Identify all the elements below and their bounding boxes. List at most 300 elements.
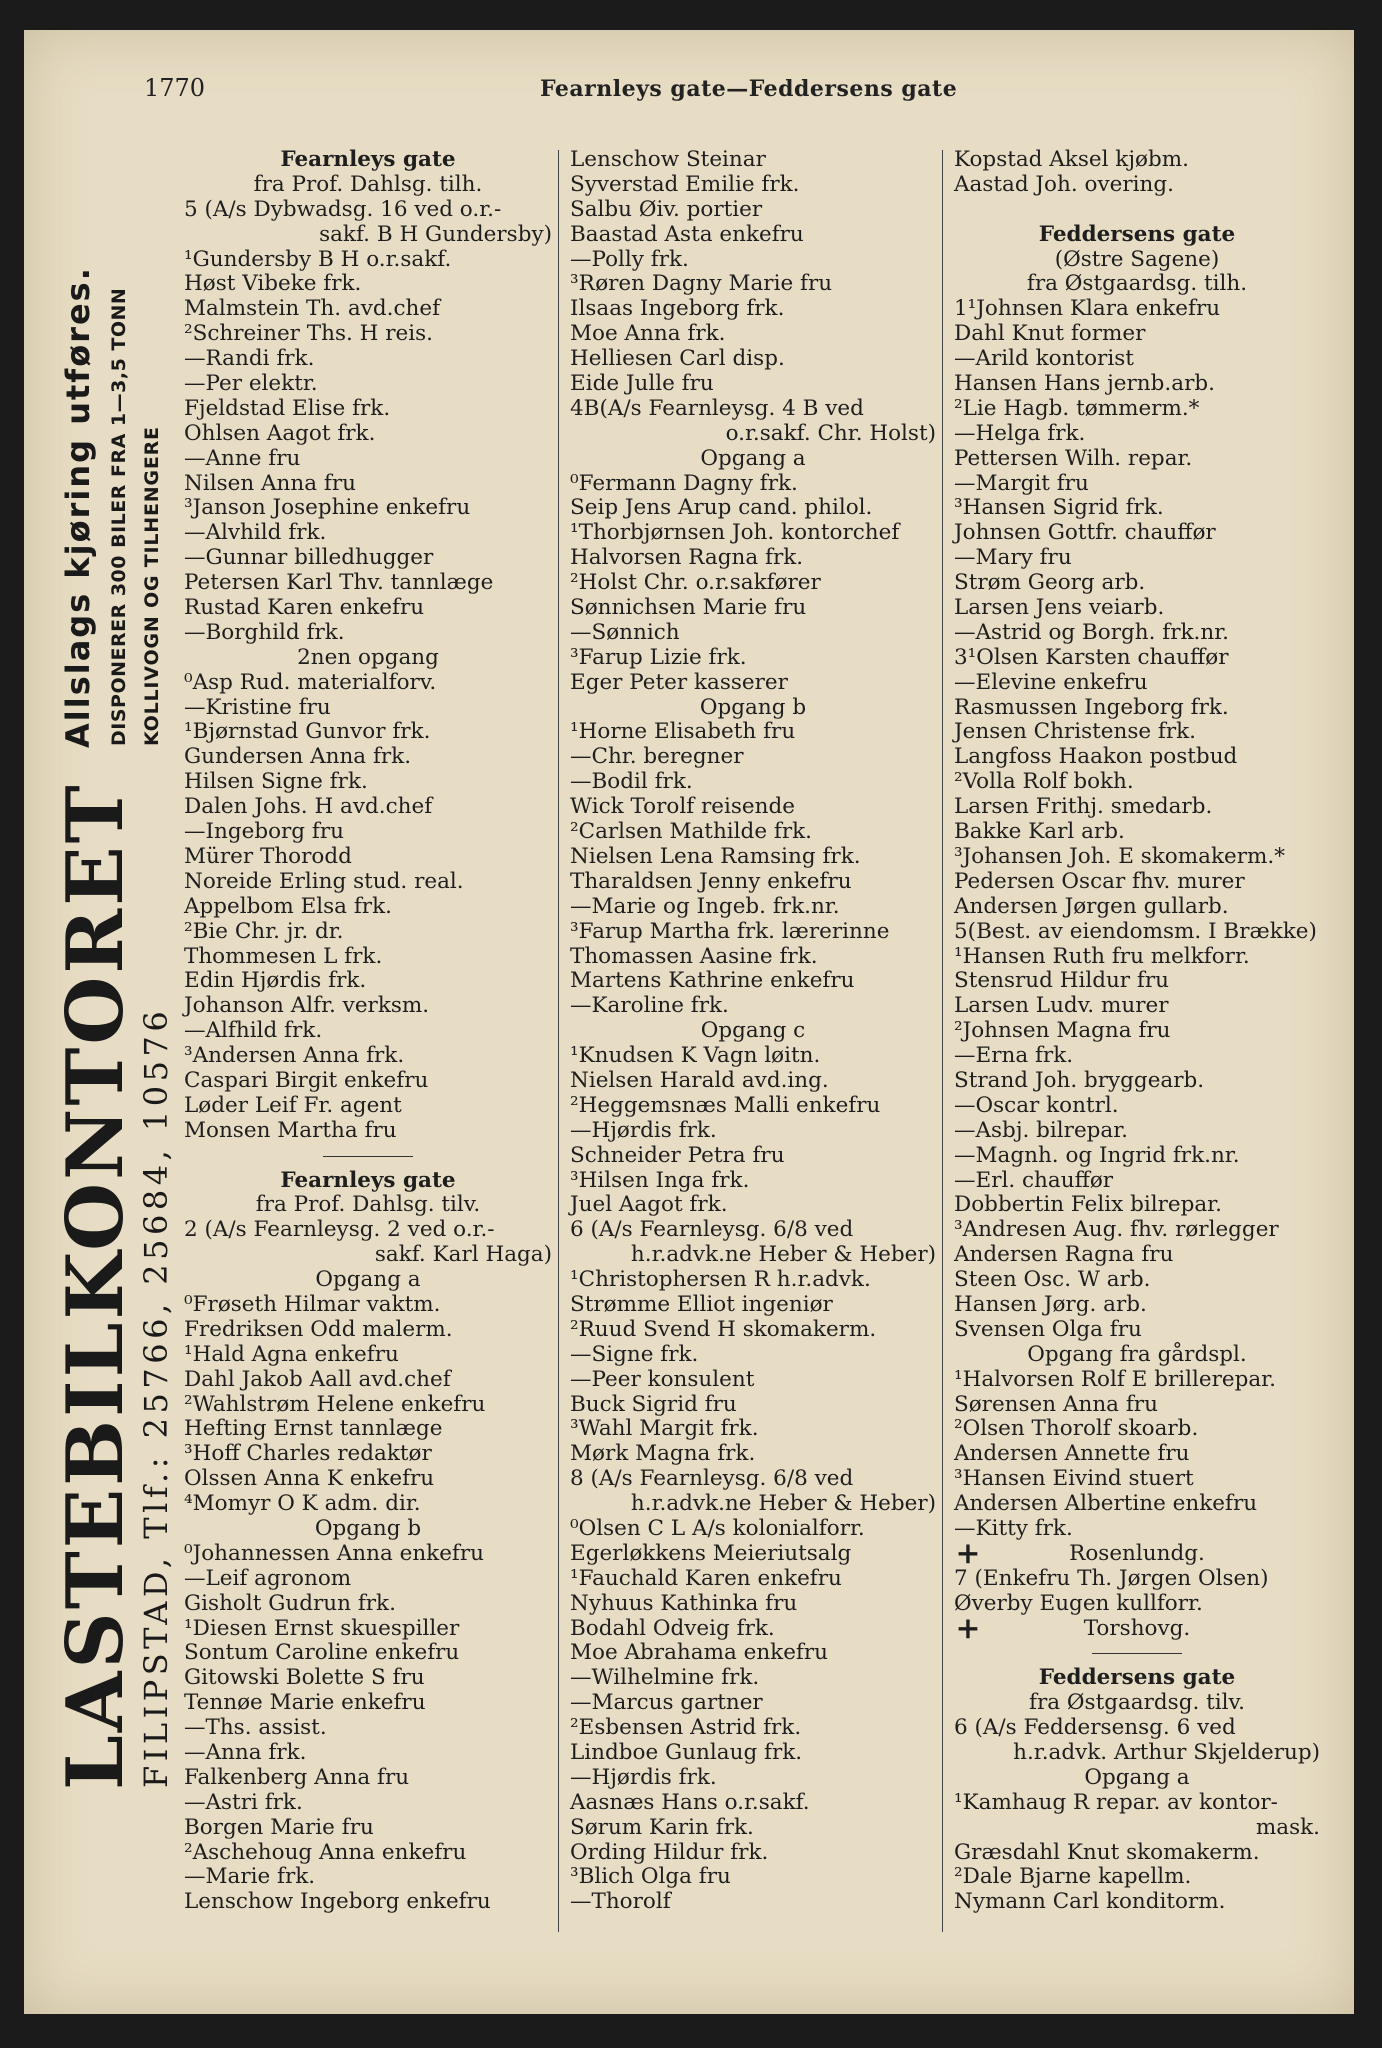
entry-text: ²Ruud Svend H skomakerm. <box>570 1316 877 1342</box>
directory-entry <box>954 1417 1320 1442</box>
entry-text: Fredriksen Odd malerm. <box>184 1316 453 1342</box>
entry-text: ¹Hansen Ruth fru melkforr. <box>954 943 1250 969</box>
directory-entry <box>954 1318 1320 1343</box>
entry-text: sakf. B H Gundersby) <box>319 221 552 247</box>
entry-text: ¹Hald Agna enkefru <box>184 1341 399 1367</box>
directory-entry <box>570 1243 936 1268</box>
directory-entry <box>184 571 552 596</box>
directory-entry <box>184 422 552 447</box>
entry-text: ⁴Momyr O K adm. dir. <box>184 1491 421 1517</box>
entry-text: Øverby Eugen kullforr. <box>954 1590 1203 1616</box>
entry-text: ⁰Asp Rud. materialforv. <box>184 669 437 695</box>
entry-text: Falkenberg Anna fru <box>184 1764 410 1790</box>
directory-entry <box>570 1890 936 1915</box>
directory-entry <box>184 596 552 621</box>
directory-entry <box>954 1293 1320 1318</box>
entry-text: ⁰Johannessen Anna enkefru <box>184 1540 485 1566</box>
directory-entry <box>954 1218 1320 1243</box>
directory-entry <box>954 1535 1320 1571</box>
directory-entry <box>184 496 552 521</box>
directory-entry <box>184 1019 552 1044</box>
entry-text: ⁰Fermann Dagny frk. <box>570 470 798 496</box>
directory-entry <box>570 1044 936 1069</box>
directory-entry <box>184 994 552 1019</box>
directory-entry <box>570 845 936 870</box>
entry-text: Moe Anna frk. <box>570 321 726 347</box>
directory-entry <box>570 1841 936 1866</box>
directory-entry <box>184 1393 552 1418</box>
directory-entry <box>570 1094 936 1119</box>
directory-entry <box>184 1666 552 1691</box>
entry-text: Wick Torolf reisende <box>570 794 795 820</box>
entry-text: ²Schreiner Ths. H reis. <box>184 321 434 347</box>
directory-entry <box>570 1816 936 1841</box>
entry-text: Eger Peter kasserer <box>570 669 788 695</box>
entry-text: 6 (A/s Fearnleysg. 6/8 ved <box>570 1217 854 1243</box>
directory-entry <box>954 745 1320 770</box>
directory-entry <box>570 1442 936 1467</box>
entry-text: 2 (A/s Fearnleysg. 2 ved o.r.- <box>184 1217 495 1243</box>
entry-text: —Magnh. og Ingrid frk.nr. <box>954 1142 1240 1168</box>
entry-text: Aasnæs Hans o.r.sakf. <box>570 1789 810 1815</box>
directory-entry <box>570 720 936 745</box>
entry-text: Andersen Albertine enkefru <box>954 1491 1258 1517</box>
directory-entry <box>570 1617 936 1642</box>
directory-entry <box>570 1641 936 1666</box>
directory-entry <box>184 1268 552 1293</box>
directory-entry <box>954 472 1320 497</box>
entry-text: —Asbj. bilrepar. <box>954 1117 1129 1143</box>
entry-text: Opgang b <box>314 1515 422 1541</box>
directory-entry <box>570 248 936 273</box>
entry-text: (Østre Sagene) <box>1054 246 1220 272</box>
directory-column-3 <box>954 148 1320 1915</box>
directory-entry <box>954 1492 1320 1517</box>
entry-text: Strømme Elliot ingeniør <box>570 1291 833 1317</box>
entry-text: —Mary fru <box>954 545 1072 571</box>
directory-entry <box>954 1691 1320 1716</box>
directory-entry <box>954 1019 1320 1044</box>
directory-entry <box>954 895 1320 920</box>
directory-entry <box>570 1393 936 1418</box>
directory-entry <box>570 1218 936 1243</box>
entry-text: Fearnleys gate <box>280 1167 456 1193</box>
entry-text: Dalen Johs. H avd.chef <box>184 794 433 820</box>
entry-text: —Per elektr. <box>184 371 318 397</box>
entry-text: Dahl Knut former <box>954 321 1146 347</box>
entry-text: Petersen Karl Thv. tannlæge <box>184 570 494 596</box>
directory-entry <box>570 1019 936 1044</box>
entry-text: —Elevine enkefru <box>954 669 1148 695</box>
directory-entry <box>184 546 552 571</box>
entry-text: Bodahl Odveig frk. <box>570 1615 775 1641</box>
directory-entry <box>954 945 1320 970</box>
entry-text: Nielsen Lena Ramsing frk. <box>570 843 861 869</box>
directory-entry <box>954 1393 1320 1418</box>
directory-entry <box>954 621 1320 646</box>
directory-entry <box>184 1119 552 1144</box>
entry-text: 7 (Enkefru Th. Jørgen Olsen) <box>954 1565 1269 1591</box>
entry-text: —Anne fru <box>184 445 301 471</box>
directory-entry <box>184 720 552 745</box>
directory-entry <box>184 347 552 372</box>
entry-text: 2nen opgang <box>297 644 439 670</box>
entry-text: ²Johnsen Magna fru <box>954 1018 1171 1044</box>
entry-text: —Leif agronom <box>184 1565 352 1591</box>
entry-text: Seip Jens Arup cand. philol. <box>570 495 873 521</box>
directory-entry <box>570 148 936 173</box>
directory-entry <box>184 1368 552 1393</box>
directory-entry <box>954 372 1320 397</box>
entry-text: Gitowski Bolette S fru <box>184 1665 425 1691</box>
directory-entry <box>954 571 1320 596</box>
entry-text: ³Blich Olga fru <box>570 1864 731 1890</box>
directory-entry <box>184 297 552 322</box>
entry-text: mask. <box>1255 1814 1320 1840</box>
entry-text: 5 (A/s Dybwadsg. 16 ved o.r.- <box>184 196 502 222</box>
directory-entry <box>184 1791 552 1816</box>
entry-text: Moe Abrahama enkefru <box>570 1640 829 1666</box>
entry-text: —Margit fru <box>954 470 1089 496</box>
sidebar-company-name: LASTEBILKONTORET <box>50 782 141 1790</box>
entry-text: Hansen Hans jernb.arb. <box>954 371 1215 397</box>
entry-text: ³Wahl Margit frk. <box>570 1416 759 1442</box>
entry-text: Stensrud Hildur fru <box>954 968 1169 994</box>
directory-entry <box>570 1716 936 1741</box>
directory-entry <box>570 496 936 521</box>
directory-entry <box>570 1865 936 1890</box>
entry-text: ³Andresen Aug. fhv. rørlegger <box>954 1217 1279 1243</box>
directory-entry <box>954 994 1320 1019</box>
directory-entry <box>184 1193 552 1218</box>
entry-text: Løder Leif Fr. agent <box>184 1092 402 1118</box>
entry-text: Hansen Jørg. arb. <box>954 1291 1147 1317</box>
directory-entry <box>954 1592 1320 1617</box>
entry-text: Dahl Jakob Aall avd.chef <box>184 1366 451 1392</box>
entry-text: —Astri frk. <box>184 1789 303 1815</box>
directory-entry <box>570 372 936 397</box>
entry-text: ¹Fauchald Karen enkefru <box>570 1565 842 1591</box>
directory-entry <box>184 397 552 422</box>
entry-text: —Kitty frk. <box>954 1515 1073 1541</box>
entry-text: —Ingeborg fru <box>184 819 344 845</box>
directory-entry <box>570 646 936 671</box>
directory-entry <box>570 870 936 895</box>
directory-entry <box>570 1766 936 1791</box>
directory-entry <box>954 920 1320 945</box>
entry-text: h.r.advk. Arthur Skjelderup) <box>1013 1740 1320 1765</box>
directory-entry <box>184 223 552 248</box>
entry-text: Noreide Erling stud. real. <box>184 868 464 894</box>
directory-entry <box>954 397 1320 422</box>
directory-entry <box>184 1691 552 1716</box>
entry-text: —Oscar kontrl. <box>954 1092 1119 1118</box>
entry-text: Ilsaas Ingeborg frk. <box>570 296 785 322</box>
directory-entry <box>954 1567 1320 1592</box>
directory-entry <box>954 845 1320 870</box>
entry-text: h.r.advk.ne Heber & Heber) <box>630 1242 936 1268</box>
directory-entry <box>184 671 552 696</box>
sidebar-fleet-info: DISPONERER 300 BILER FRA 1—3,5 TONN <box>108 287 130 746</box>
directory-entry <box>570 1318 936 1343</box>
directory-entry <box>954 1890 1320 1915</box>
directory-entry <box>184 969 552 994</box>
directory-entry <box>954 1716 1320 1741</box>
entry-text: ²Dale Bjarne kapellm. <box>954 1864 1192 1890</box>
page-header: Fearnleys gate—Feddersens gate <box>540 76 958 102</box>
entry-text: Sørensen Anna fru <box>954 1391 1158 1417</box>
directory-entry <box>184 521 552 546</box>
entry-text: ³Farup Lizie frk. <box>570 644 747 670</box>
directory-entry <box>570 1069 936 1094</box>
entry-text: Opgang b <box>699 694 807 720</box>
cross-mark-icon: + <box>955 1535 981 1571</box>
directory-entry <box>954 297 1320 322</box>
directory-entry <box>570 671 936 696</box>
directory-entry <box>184 1169 552 1194</box>
directory-entry <box>570 1467 936 1492</box>
directory-entry <box>184 1069 552 1094</box>
directory-entry <box>184 1841 552 1866</box>
entry-text: Strøm Georg arb. <box>954 570 1146 596</box>
entry-text: fra Prof. Dahlsg. tilv. <box>255 1192 481 1218</box>
directory-entry <box>570 596 936 621</box>
entry-text: —Astrid og Borgh. frk.nr. <box>954 619 1229 645</box>
directory-entry <box>570 1119 936 1144</box>
directory-entry <box>954 496 1320 521</box>
entry-text: Feddersens gate <box>1038 221 1236 247</box>
entry-text: Martens Kathrine enkefru <box>570 968 855 994</box>
directory-entry <box>184 1144 552 1169</box>
entry-text: ²Olsen Thorolf skoarb. <box>954 1416 1199 1442</box>
entry-text: Pettersen Wilh. repar. <box>954 445 1193 471</box>
directory-entry <box>954 148 1320 173</box>
entry-text: —Hjørdis frk. <box>570 1117 717 1143</box>
entry-text: —Karoline frk. <box>570 993 729 1019</box>
directory-entry <box>954 1666 1320 1691</box>
entry-text: Baastad Asta enkefru <box>570 221 804 247</box>
directory-entry <box>954 173 1320 198</box>
directory-entry <box>570 322 936 347</box>
entry-text: Appelbom Elsa frk. <box>184 893 392 919</box>
directory-entry <box>570 347 936 372</box>
entry-text: Lenschow Ingeborg enkefru <box>184 1889 491 1915</box>
directory-entry <box>954 248 1320 273</box>
entry-text: Lindboe Gunlaug frk. <box>570 1740 803 1765</box>
entry-text: —Peer konsulent <box>570 1366 755 1392</box>
directory-entry <box>184 1492 552 1517</box>
directory-entry <box>184 1592 552 1617</box>
directory-entry <box>570 223 936 248</box>
entry-text: Aastad Joh. overing. <box>954 171 1174 197</box>
directory-entry <box>184 795 552 820</box>
directory-entry <box>954 1841 1320 1866</box>
entry-text: Lenschow Steinar <box>570 147 766 172</box>
directory-entry <box>184 148 552 173</box>
directory-entry <box>954 696 1320 721</box>
directory-entry <box>184 1890 552 1915</box>
entry-text: 6 (A/s Feddersensg. 6 ved <box>954 1715 1236 1741</box>
directory-entry <box>570 1517 936 1542</box>
entry-text: fra Prof. Dahlsg. tilh. <box>253 171 483 197</box>
entry-text: —Bodil frk. <box>570 769 693 795</box>
entry-text: ³Janson Josephine enkefru <box>184 495 471 521</box>
entry-text: fra Østgaardsg. tilh. <box>1026 271 1248 297</box>
entry-text: —Erl. chauffør <box>954 1167 1114 1193</box>
entry-text: ³Farup Martha frk. lærerinne <box>570 918 890 944</box>
directory-entry <box>570 1343 936 1368</box>
entry-text: Malmstein Th. avd.chef <box>184 296 441 322</box>
entry-text: ²Lie Hagb. tømmerm.* <box>954 395 1200 421</box>
directory-entry <box>184 1741 552 1766</box>
entry-text: —Hjørdis frk. <box>570 1764 717 1790</box>
entry-text: —Marie og Ingeb. frk.nr. <box>570 893 840 919</box>
directory-entry <box>184 745 552 770</box>
entry-text: —Sønnich <box>570 619 680 645</box>
entry-text: Edin Hjørdis frk. <box>184 968 367 994</box>
entry-text: Ording Hildur frk. <box>570 1839 769 1865</box>
entry-text: Johanson Alfr. verksm. <box>184 993 430 1019</box>
entry-text: ²Carlsen Mathilde frk. <box>570 819 812 845</box>
entry-text: —Marie frk. <box>184 1864 316 1890</box>
directory-entry <box>954 198 1320 223</box>
directory-entry <box>184 248 552 273</box>
directory-entry <box>570 546 936 571</box>
directory-entry <box>184 1567 552 1592</box>
directory-entry <box>954 1517 1320 1542</box>
directory-entry <box>184 845 552 870</box>
entry-text: ³Røren Dagny Marie fru <box>570 271 833 297</box>
directory-entry <box>184 1716 552 1741</box>
entry-text: Torshovg. <box>1083 1615 1191 1641</box>
entry-text: ¹Knudsen K Vagn løitn. <box>570 1043 821 1069</box>
entry-text: Thomassen Aasine frk. <box>570 943 818 969</box>
directory-entry <box>570 969 936 994</box>
entry-text: sakf. Karl Haga) <box>374 1242 552 1268</box>
directory-entry <box>570 621 936 646</box>
entry-text: Tennøe Marie enkefru <box>184 1690 426 1716</box>
entry-text: ¹Bjørnstad Gunvor frk. <box>184 719 431 745</box>
directory-entry <box>954 447 1320 472</box>
entry-text: Gisholt Gudrun frk. <box>184 1590 396 1616</box>
entry-text: h.r.advk.ne Heber & Heber) <box>630 1491 936 1517</box>
directory-entry <box>954 820 1320 845</box>
directory-entry <box>954 1169 1320 1194</box>
directory-entry <box>184 1641 552 1666</box>
entry-text: Fjeldstad Elise frk. <box>184 395 391 421</box>
directory-entry <box>954 1467 1320 1492</box>
directory-entry <box>184 770 552 795</box>
entry-text: ²Holst Chr. o.r.sakfører <box>570 570 821 596</box>
entry-text: Borgen Marie fru <box>184 1814 374 1840</box>
entry-text: ¹Horne Elisabeth fru <box>570 719 796 745</box>
entry-text: Thommesen L frk. <box>184 943 383 969</box>
directory-entry <box>954 1193 1320 1218</box>
directory-entry <box>570 272 936 297</box>
directory-entry <box>570 994 936 1019</box>
directory-entry <box>954 795 1320 820</box>
directory-entry <box>954 272 1320 297</box>
entry-text: Nilsen Anna fru <box>184 470 356 496</box>
directory-entry <box>184 272 552 297</box>
entry-text: —Helga frk. <box>954 420 1086 446</box>
directory-entry <box>184 472 552 497</box>
directory-entry <box>570 770 936 795</box>
entry-text: Tharaldsen Jenny enkefru <box>570 868 852 894</box>
entry-text: ³Johansen Joh. E skomakerm.* <box>954 843 1285 869</box>
directory-entry <box>184 646 552 671</box>
entry-text: —Anna frk. <box>184 1740 307 1765</box>
directory-entry <box>954 1766 1320 1791</box>
entry-text: Larsen Jens veiarb. <box>954 595 1165 621</box>
directory-entry <box>570 1169 936 1194</box>
entry-text: —Chr. beregner <box>570 744 744 770</box>
entry-text: Rasmussen Ingeborg frk. <box>954 694 1229 720</box>
directory-entry <box>184 322 552 347</box>
entry-text: —Randi frk. <box>184 346 315 372</box>
directory-entry <box>184 1442 552 1467</box>
sidebar-slogan: Allslags kjøring utføres. <box>59 266 97 748</box>
directory-entry <box>570 1492 936 1517</box>
directory-entry <box>184 945 552 970</box>
directory-entry <box>570 1368 936 1393</box>
directory-entry <box>184 820 552 845</box>
entry-text: ²Volla Rolf bokh. <box>954 769 1134 795</box>
entry-text: ²Aschehoug Anna enkefru <box>184 1839 467 1865</box>
directory-entry <box>184 173 552 198</box>
entry-text: —Borghild frk. <box>184 619 345 645</box>
directory-entry <box>954 596 1320 621</box>
directory-entry <box>184 372 552 397</box>
directory-entry <box>184 198 552 223</box>
column-divider-2 <box>942 150 943 1932</box>
directory-entry <box>954 720 1320 745</box>
directory-entry <box>954 1816 1320 1841</box>
entry-text: Nymann Carl konditorm. <box>954 1889 1226 1915</box>
entry-text: ¹Halvorsen Rolf E brillerepar. <box>954 1366 1276 1392</box>
directory-entry <box>954 322 1320 347</box>
entry-text: Ohlsen Aagot frk. <box>184 420 376 446</box>
entry-text: —Erna frk. <box>954 1043 1074 1069</box>
directory-entry <box>954 1442 1320 1467</box>
directory-entry <box>570 521 936 546</box>
entry-text: fra Østgaardsg. tilv. <box>1029 1690 1245 1716</box>
entry-text: Salbu Øiv. portier <box>570 196 763 222</box>
directory-entry <box>184 1044 552 1069</box>
directory-column-2 <box>570 148 936 1915</box>
entry-text: Mürer Thorodd <box>184 843 352 869</box>
directory-entry <box>570 895 936 920</box>
directory-entry <box>954 1069 1320 1094</box>
entry-text: ²Wahlstrøm Helene enkefru <box>184 1391 486 1417</box>
entry-text: Halvorsen Ragna frk. <box>570 545 804 571</box>
sidebar-trailer-info: KOLLIVOGN OG TILHENGERE <box>141 426 163 746</box>
entry-text: ²Bie Chr. jr. dr. <box>184 918 344 944</box>
directory-entry <box>954 1343 1320 1368</box>
entry-text: Langfoss Haakon postbud <box>954 744 1238 770</box>
directory-entry <box>954 870 1320 895</box>
directory-entry <box>184 920 552 945</box>
entry-text: Sørum Karin frk. <box>570 1814 754 1840</box>
directory-entry <box>184 1318 552 1343</box>
entry-text: Gundersen Anna frk. <box>184 744 412 770</box>
directory-entry <box>954 1094 1320 1119</box>
entry-text: —Signe frk. <box>570 1341 699 1367</box>
entry-text: Eide Julle fru <box>570 371 714 397</box>
entry-text: ⁰Frøseth Hilmar vaktm. <box>184 1291 441 1317</box>
directory-entry <box>570 198 936 223</box>
directory-entry <box>570 1567 936 1592</box>
